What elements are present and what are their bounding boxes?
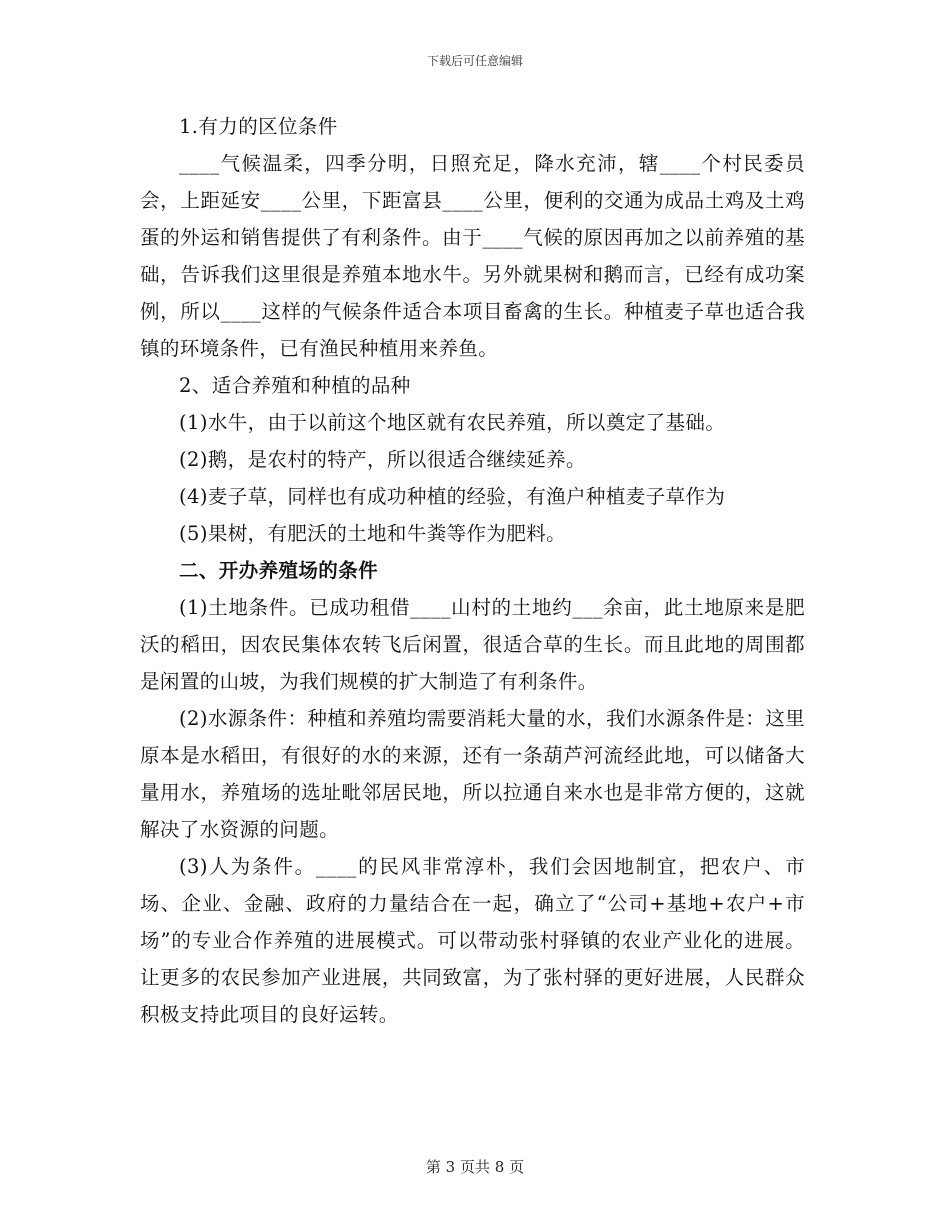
page-header: 下载后可任意编辑 xyxy=(426,54,523,68)
paragraph-1: 1.有力的区位条件 xyxy=(179,115,338,138)
paragraph-4: (1)水牛，由于以前这个地区就有农民养殖，所以奠定了基础。 xyxy=(179,411,726,434)
paragraph-3: 2、适合养殖和种植的品种 xyxy=(179,374,411,397)
paragraph-7: (5)果树，有肥沃的土地和牛粪等作为肥料。 xyxy=(179,522,567,545)
paragraph-5: (2)鹅，是农村的特产，所以很适合继续延养。 xyxy=(179,448,586,471)
paragraph-10: (3)人为条件。____的民风非常淳朴，我们会因地制宜，把农户、市场、企业、金融、政府的力量结合在一起，确立了“公司+基地+农户+市场”的专业合作养殖的进展模式。可以带动张村驿镇的农业产业化的进展。让更多的农民参加产业进展，共同致富，为了张村驿的更好进展，人民群众积极支持此项目的良好运转。 xyxy=(140,855,805,1026)
page-footer: 第 3 页共 8 页 xyxy=(425,1158,525,1176)
paragraph-2: ____气候温柔，四季分明，日照充足，降水充沛，辖____个村民委员会，上距延安____公里，下距富县____公里，便利的交通为成品土鸡及土鸡蛋的外运和销售提供了有利条件。由于____气候的原因再加之以前养殖的基础，告诉我们这里很是养殖本地水牛。另外就果树和鹅而言，已经有成功案例，所以____这样的气候条件适合本项目畜禽的生长。种植麦子草也适合我镇的环境条件，已有渔民种植用来养鱼。 xyxy=(140,152,805,360)
paragraph-6: (4)麦子草，同样也有成功种植的经验，有渔户种植麦子草作为 xyxy=(179,485,726,508)
section-heading: 二、开办养殖场的条件 xyxy=(179,559,379,582)
paragraph-8: (1)土地条件。已成功租借____山村的土地约___余亩，此土地原来是肥沃的稻田，因农民集体农转飞后闲置，很适合草的生长。而且此地的周围都是闲置的山坡，为我们规模的扩大制造了有利条件。 xyxy=(140,596,805,693)
paragraph-9: (2)水源条件：种植和养殖均需要消耗大量的水，我们水源条件是：这里原本是水稻田，有很好的水的来源，还有一条葫芦河流经此地，可以储备大量用水，养殖场的选址毗邻居民地，所以拉通自来水也是非常方便的，这就解决了水资源的问题。 xyxy=(140,707,805,841)
document-body xyxy=(140,108,805,1033)
